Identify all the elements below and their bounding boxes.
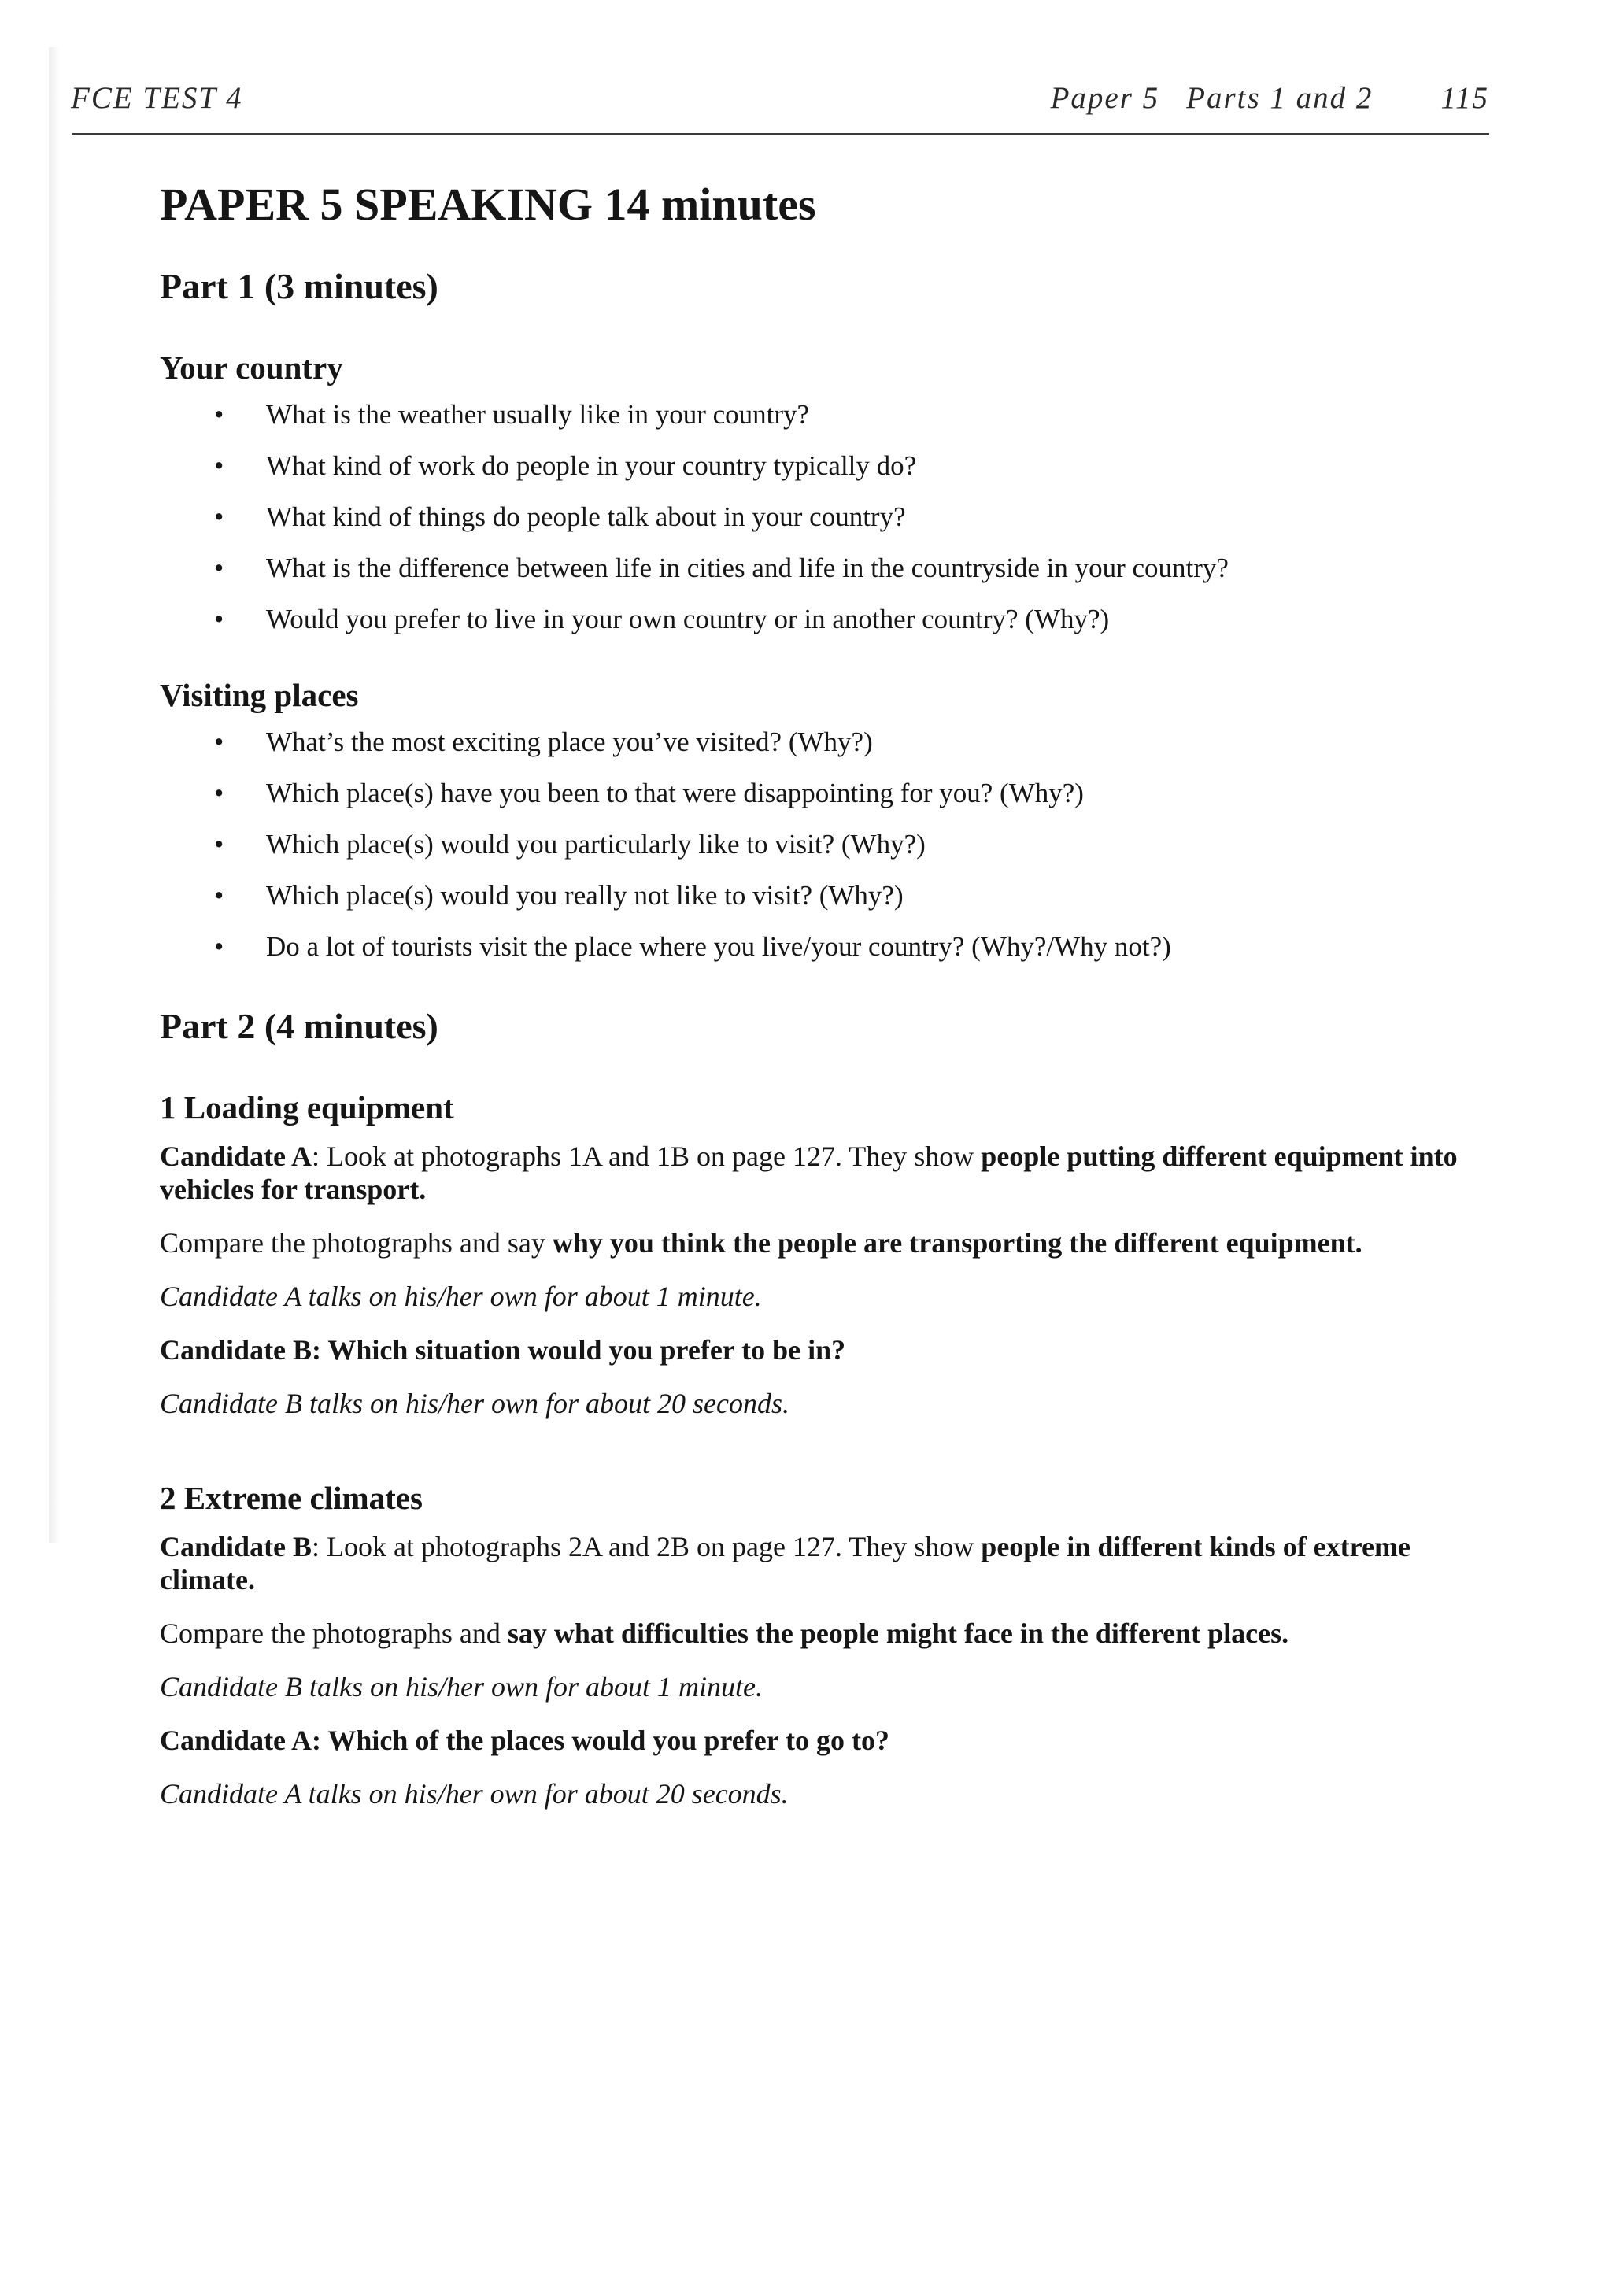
list-item (160, 448, 1498, 484)
task-instruction: Candidate B talks on his/her own for about 1 minute. (160, 1671, 763, 1703)
scan-edge-shadow (49, 47, 60, 1543)
task-question: Candidate B: Which situation would you prefer to be in? (160, 1334, 846, 1366)
task-compare-bold: why you think the people are transporting the different equipment. (552, 1227, 1362, 1259)
bullet-icon: • (214, 829, 224, 860)
list-item-text: Which place(s) have you been to that were disappointing for you? (Why?) (266, 778, 1084, 808)
section-heading-your-country: Your country (160, 349, 343, 386)
list-item (160, 397, 1498, 433)
task-compare-text: Compare the photographs and (160, 1618, 508, 1649)
list-item (160, 826, 1498, 863)
list-item-text: Would you prefer to live in your own country or in another country? (Why?) (266, 604, 1110, 634)
list-item-text: What is the difference between life in cities and life in the countryside in your country? (266, 553, 1229, 583)
page-content (160, 175, 1498, 1810)
task-intro-text: : Look at photographs 2A and 2B on page 127. They show (312, 1531, 982, 1562)
task-compare (160, 1617, 1498, 1650)
task-intro-bold: people putting different equipment into vehicles for transport. (160, 1141, 1458, 1205)
task-compare (160, 1226, 1498, 1259)
candidate-label: Candidate B (160, 1531, 312, 1562)
task-compare-text: Compare the photographs and say (160, 1227, 553, 1259)
task-intro-text: : Look at photographs 1A and 1B on page 127. They show (312, 1141, 982, 1172)
bullet-icon: • (214, 399, 224, 430)
list-item-text: Which place(s) would you really not like to visit? (Why?) (266, 880, 904, 911)
section-heading-visiting-places: Visiting places (160, 677, 359, 713)
bullet-icon: • (214, 880, 224, 911)
list-item-text: What kind of work do people in your country typically do? (266, 450, 917, 481)
running-head-test: FCE TEST 4 (71, 81, 243, 115)
visiting-places-list (160, 724, 1498, 965)
task-intro-bold: people in different kinds of extreme climate. (160, 1531, 1410, 1595)
bullet-icon: • (214, 727, 224, 757)
list-item (160, 878, 1498, 914)
bullet-icon: • (214, 553, 224, 583)
running-head-parts: Parts 1 and 2 (1186, 81, 1374, 115)
list-item-text: What’s the most exciting place you’ve visited? (Why?) (266, 727, 873, 757)
task-instruction: Candidate A talks on his/her own for about 20 seconds. (160, 1778, 789, 1810)
list-item (160, 724, 1498, 760)
list-item-text: Do a lot of tourists visit the place where you live/your country? (Why?/Why not?) (266, 931, 1171, 962)
running-head (71, 80, 1489, 120)
task-question: Candidate A: Which of the places would you prefer to go to? (160, 1725, 890, 1756)
task-compare-bold: say what difficulties the people might face in the different places. (507, 1618, 1289, 1649)
list-item (160, 775, 1498, 812)
list-item (160, 929, 1498, 965)
bullet-icon: • (214, 778, 224, 808)
candidate-label: Candidate A (160, 1141, 312, 1172)
running-head-paper: Paper 5 (1050, 81, 1160, 115)
task-instruction: Candidate B talks on his/her own for about 20 seconds. (160, 1388, 789, 1419)
bullet-icon: • (214, 931, 224, 962)
header-rule (72, 133, 1489, 135)
list-item (160, 601, 1498, 638)
task-intro (160, 1530, 1498, 1596)
list-item-text: What is the weather usually like in your country? (266, 399, 810, 430)
running-head-right (1024, 80, 1489, 116)
your-country-list (160, 397, 1498, 638)
list-item (160, 550, 1498, 586)
page-number: 115 (1440, 81, 1489, 115)
bullet-icon: • (214, 604, 224, 634)
task-heading-loading-equipment: 1 Loading equipment (160, 1089, 454, 1126)
list-item (160, 499, 1498, 535)
page-title: PAPER 5 SPEAKING 14 minutes (160, 179, 816, 230)
list-item-text: Which place(s) would you particularly like to visit? (Why?) (266, 829, 926, 860)
part2-heading: Part 2 (4 minutes) (160, 1006, 438, 1046)
bullet-icon: • (214, 501, 224, 532)
task-instruction: Candidate A talks on his/her own for about 1 minute. (160, 1281, 762, 1312)
task-heading-extreme-climates: 2 Extreme climates (160, 1480, 423, 1516)
bullet-icon: • (214, 450, 224, 481)
part1-heading: Part 1 (3 minutes) (160, 266, 438, 306)
task-intro (160, 1140, 1498, 1206)
list-item-text: What kind of things do people talk about in your country? (266, 501, 906, 532)
